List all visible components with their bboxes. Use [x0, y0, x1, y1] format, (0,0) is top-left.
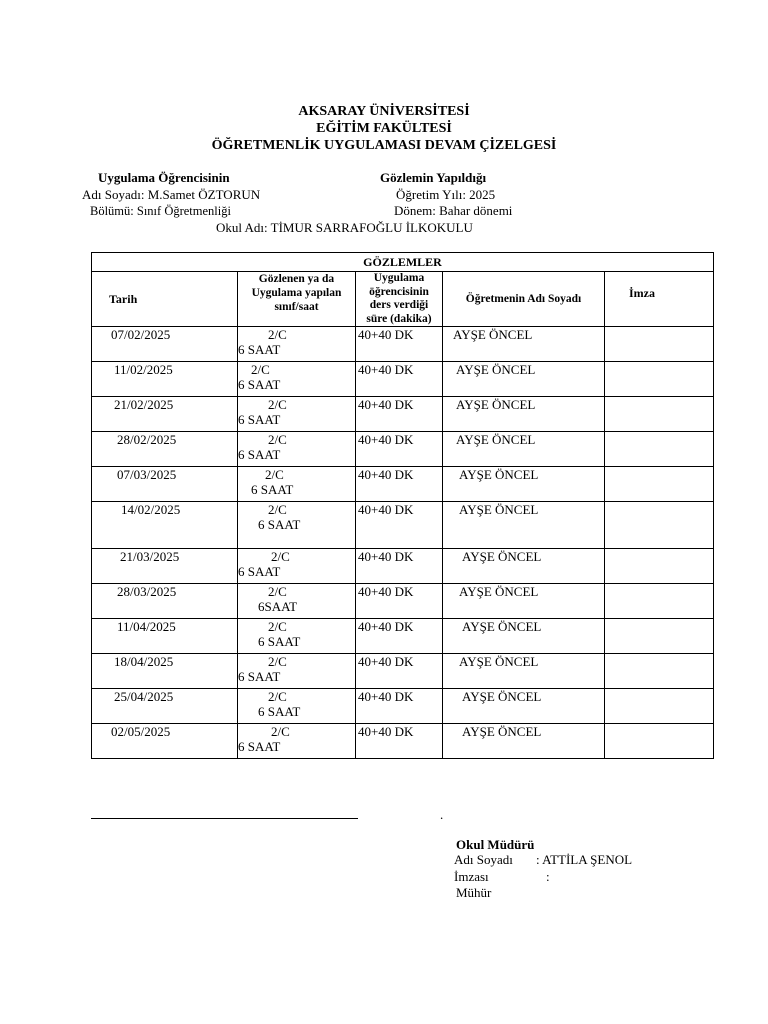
row-class: 2/C — [268, 327, 287, 342]
row-duration: 40+40 DK — [358, 724, 414, 739]
row-date: 07/03/2025 — [117, 467, 177, 482]
student-department — [90, 203, 231, 219]
faculty-title: EĞİTİM FAKÜLTESİ — [316, 121, 452, 136]
academic-year: Öğretim Yılı: 2025 — [396, 187, 496, 202]
teacher-cell — [443, 467, 605, 502]
row-teacher: AYŞE ÖNCEL — [462, 619, 542, 634]
table-caption: GÖZLEMLER — [92, 253, 714, 272]
row-class: 2/C — [268, 397, 287, 412]
form-title: ÖĞRETMENLİK UYGULAMASI DEVAM ÇİZELGESİ — [211, 138, 557, 153]
row-duration: 40+40 DK — [358, 432, 414, 447]
duration-cell — [356, 397, 443, 432]
row-teacher: AYŞE ÖNCEL — [459, 654, 539, 669]
teacher-cell — [443, 689, 605, 724]
class-cell — [238, 619, 356, 654]
row-teacher: AYŞE ÖNCEL — [453, 327, 533, 342]
duration-cell — [356, 362, 443, 397]
table-row — [92, 654, 714, 689]
date-cell — [92, 467, 238, 502]
row-hours: 6 SAAT — [238, 412, 281, 427]
row-hours: 6 SAAT — [258, 704, 301, 719]
row-hours: 6 SAAT — [251, 482, 294, 497]
teacher-cell — [443, 549, 605, 584]
school-name: Okul Adı: TİMUR SARRAFOĞLU İLKOKULU — [216, 220, 473, 235]
signature-cell — [605, 432, 714, 467]
row-date: 11/04/2025 — [117, 619, 176, 634]
row-teacher: AYŞE ÖNCEL — [462, 689, 542, 704]
class-cell — [238, 584, 356, 619]
row-class: 2/C — [268, 689, 287, 704]
row-date: 28/03/2025 — [117, 584, 177, 599]
duration-cell — [356, 502, 443, 549]
date-cell — [92, 689, 238, 724]
principal-signature-value: : — [546, 869, 550, 884]
table-row — [92, 689, 714, 724]
row-date: 21/03/2025 — [120, 549, 180, 564]
row-teacher: AYŞE ÖNCEL — [456, 397, 536, 412]
row-class: 2/C — [268, 502, 287, 517]
row-teacher: AYŞE ÖNCEL — [459, 467, 539, 482]
observations-table — [91, 252, 714, 759]
student-name: Adı Soyadı: M.Samet ÖZTORUN — [82, 187, 261, 202]
table-row — [92, 327, 714, 362]
class-cell — [238, 362, 356, 397]
signature-line — [91, 818, 358, 819]
row-date: 25/04/2025 — [114, 689, 174, 704]
col-header-duration: Uygulama öğrencisinin ders verdiği süre (dakika) — [356, 272, 443, 327]
row-duration: 40+40 DK — [358, 549, 414, 564]
class-cell — [238, 549, 356, 584]
date-cell — [92, 362, 238, 397]
signature-cell — [605, 619, 714, 654]
col-header-teacher: Öğretmenin Adı Soyadı — [443, 272, 605, 327]
table-row — [92, 584, 714, 619]
row-hours: 6 SAAT — [238, 564, 281, 579]
table-row — [92, 619, 714, 654]
row-teacher: AYŞE ÖNCEL — [462, 549, 542, 564]
row-date: 02/05/2025 — [111, 724, 171, 739]
col-header-class: Gözlenen ya da Uygulama yapılan sınıf/saat — [238, 272, 356, 327]
table-row — [92, 432, 714, 467]
signature-cell — [605, 689, 714, 724]
row-date: 14/02/2025 — [121, 502, 181, 517]
row-duration: 40+40 DK — [358, 584, 414, 599]
row-duration: 40+40 DK — [358, 502, 414, 517]
row-date: 18/04/2025 — [114, 654, 174, 669]
class-cell — [238, 724, 356, 759]
row-hours: 6 SAAT — [238, 669, 281, 684]
row-date: 28/02/2025 — [117, 432, 177, 447]
teacher-cell — [443, 654, 605, 689]
row-hours: 6 SAAT — [258, 517, 301, 532]
date-cell — [92, 327, 238, 362]
duration-cell — [356, 327, 443, 362]
date-cell — [92, 397, 238, 432]
row-teacher: AYŞE ÖNCEL — [456, 432, 536, 447]
principal-name: : ATTİLA ŞENOL — [536, 852, 633, 867]
teacher-cell — [443, 502, 605, 549]
table-row — [92, 549, 714, 584]
class-cell — [238, 689, 356, 724]
signature-cell — [605, 654, 714, 689]
row-date: 11/02/2025 — [114, 362, 173, 377]
row-hours: 6 SAAT — [238, 377, 281, 392]
date-cell — [92, 502, 238, 549]
row-hours: 6 SAAT — [238, 739, 281, 754]
row-class: 2/C — [268, 619, 287, 634]
class-cell — [238, 432, 356, 467]
date-cell — [92, 724, 238, 759]
row-date: 21/02/2025 — [114, 397, 174, 412]
row-hours: 6 SAAT — [238, 342, 281, 357]
row-duration: 40+40 DK — [358, 362, 414, 377]
row-class: 2/C — [271, 549, 290, 564]
row-duration: 40+40 DK — [358, 619, 414, 634]
table-row — [92, 724, 714, 759]
row-hours: 6 SAAT — [238, 447, 281, 462]
col-header-signature: İmza — [605, 272, 714, 327]
signature-cell — [605, 549, 714, 584]
row-teacher: AYŞE ÖNCEL — [456, 362, 536, 377]
row-hours: 6 SAAT — [258, 634, 301, 649]
table-row — [92, 362, 714, 397]
row-teacher: AYŞE ÖNCEL — [462, 724, 542, 739]
row-duration: 40+40 DK — [358, 689, 414, 704]
row-teacher: AYŞE ÖNCEL — [459, 584, 539, 599]
date-cell — [92, 654, 238, 689]
teacher-cell — [443, 432, 605, 467]
university-title: AKSARAY ÜNİVERSİTESİ — [298, 104, 470, 119]
class-cell — [238, 654, 356, 689]
teacher-cell — [443, 724, 605, 759]
signature-cell — [605, 327, 714, 362]
teacher-cell — [443, 619, 605, 654]
signature-cell — [605, 502, 714, 549]
teacher-cell — [443, 397, 605, 432]
date-cell — [92, 619, 238, 654]
duration-cell — [356, 654, 443, 689]
student-section-title: Uygulama Öğrencisinin — [98, 170, 230, 185]
observation-section-title: Gözlemin Yapıldığı — [380, 170, 487, 185]
duration-cell — [356, 619, 443, 654]
row-class: 2/C — [251, 362, 270, 377]
row-class: 2/C — [265, 467, 284, 482]
row-class: 2/C — [268, 654, 287, 669]
date-cell — [92, 549, 238, 584]
teacher-cell — [443, 362, 605, 397]
row-teacher: AYŞE ÖNCEL — [459, 502, 539, 517]
principal-name-label: Adı Soyadı — [454, 852, 513, 867]
date-cell — [92, 584, 238, 619]
footer-dot: . — [440, 807, 444, 822]
row-duration: 40+40 DK — [358, 467, 414, 482]
row-duration: 40+40 DK — [358, 397, 414, 412]
principal-title: Okul Müdürü — [456, 837, 535, 852]
row-class: 2/C — [268, 432, 287, 447]
term: Dönem: Bahar dönemi — [394, 203, 513, 218]
signature-cell — [605, 584, 714, 619]
principal-signature-label: İmzası — [454, 869, 489, 884]
signature-cell — [605, 724, 714, 759]
table-row — [92, 397, 714, 432]
row-duration: 40+40 DK — [358, 327, 414, 342]
signature-cell — [605, 397, 714, 432]
duration-cell — [356, 689, 443, 724]
class-cell — [238, 397, 356, 432]
duration-cell — [356, 549, 443, 584]
table-row — [92, 467, 714, 502]
row-class: 2/C — [271, 724, 290, 739]
table-row — [92, 502, 714, 549]
signature-cell — [605, 362, 714, 397]
seal-label: Mühür — [456, 885, 492, 900]
class-cell — [238, 327, 356, 362]
row-hours: 6SAAT — [258, 599, 298, 614]
class-cell — [238, 502, 356, 549]
duration-cell — [356, 432, 443, 467]
teacher-cell — [443, 584, 605, 619]
row-duration: 40+40 DK — [358, 654, 414, 669]
duration-cell — [356, 584, 443, 619]
row-class: 2/C — [268, 584, 287, 599]
col-header-date: Tarih — [92, 272, 238, 327]
student-department-text: Bölümü: Sınıf Öğretmenliği — [90, 204, 231, 218]
duration-cell — [356, 724, 443, 759]
duration-cell — [356, 467, 443, 502]
teacher-cell — [443, 327, 605, 362]
signature-cell — [605, 467, 714, 502]
row-date: 07/02/2025 — [111, 327, 171, 342]
date-cell — [92, 432, 238, 467]
class-cell — [238, 467, 356, 502]
